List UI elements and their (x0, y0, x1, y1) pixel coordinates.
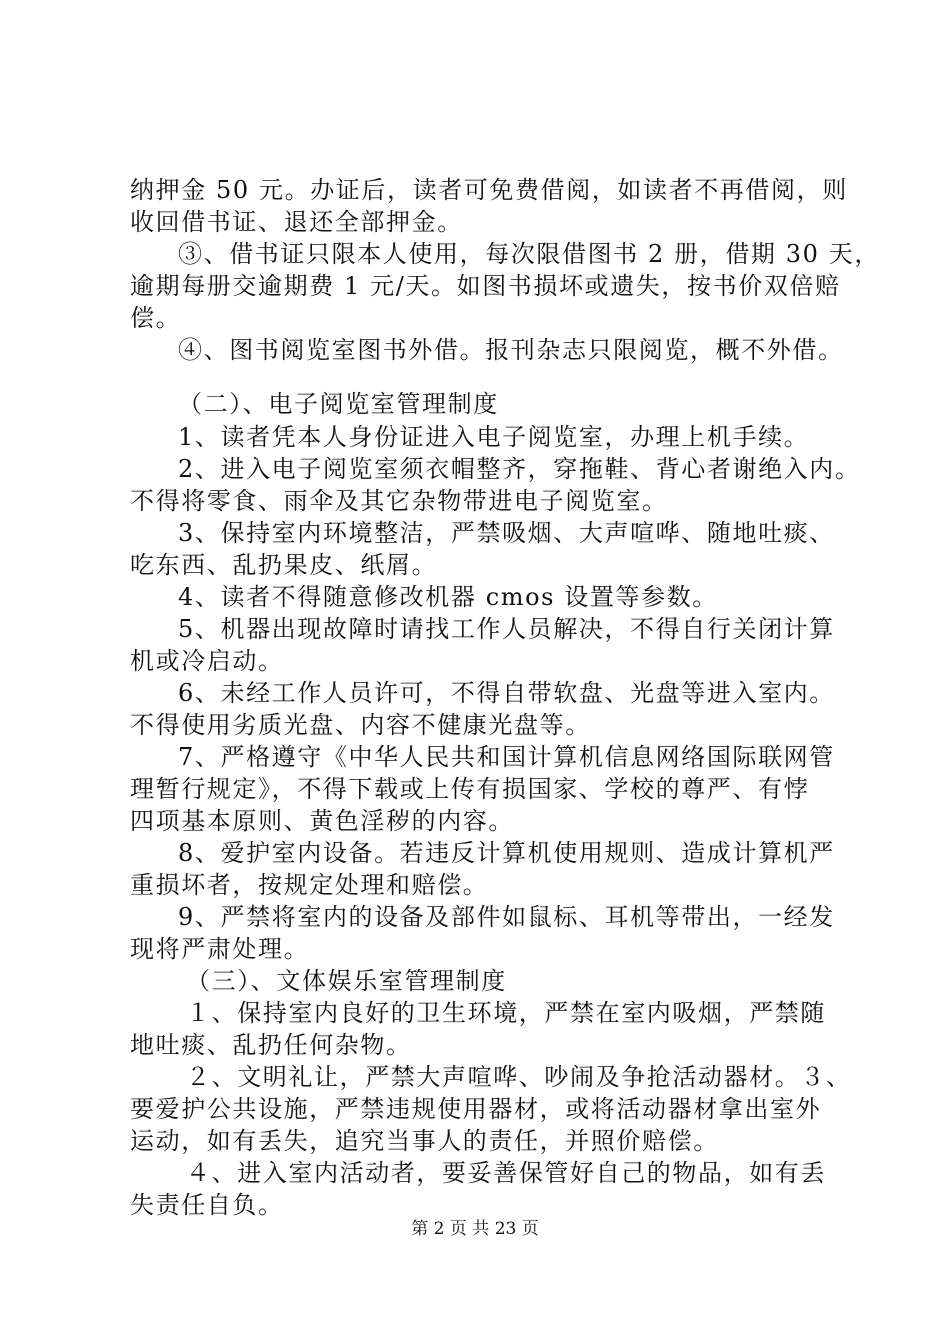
page-number-footer: 第 2 页 共 23 页 (411, 1219, 539, 1239)
body-line: 9、严禁将室内的设备及部件如鼠标、耳机等带出，一经发 (178, 903, 835, 931)
body-line: 6、未经工作人员许可，不得自带软盘、光盘等进入室内。 (178, 679, 835, 707)
body-line: 收回借书证、退还全部押金。 (130, 208, 463, 236)
body-line: 3、保持室内环境整洁，严禁吸烟、大声喧哗、随地吐痰、 (178, 519, 835, 547)
body-line: 不得使用劣质光盘、内容不健康光盘等。 (130, 711, 591, 739)
body-line: 失责任自负。 (130, 1191, 284, 1219)
body-line: 7、严格遵守《中华人民共和国计算机信息网络国际联网管 (178, 743, 835, 771)
body-line: 吃东西、乱扔果皮、纸屑。 (130, 551, 438, 579)
body-line: 不得将零食、雨伞及其它杂物带进电子阅览室。 (130, 487, 668, 515)
body-line: 2、进入电子阅览室须衣帽整齐，穿拖鞋、背心者谢绝入内。 (178, 455, 861, 483)
body-line: 要爱护公共设施，严禁违规使用器材，或将活动器材拿出室外 (130, 1095, 822, 1123)
section-heading: （三）、文体娱乐室管理制度 (186, 967, 507, 995)
body-line: ④、图书阅览室图书外借。报刊杂志只限阅览，概不外借。 (178, 336, 844, 364)
body-line: 现将严肃处理。 (130, 935, 310, 963)
body-line: 逾期每册交逾期费 1 元/天。如图书损坏或遗失，按书价双倍赔 (130, 272, 841, 300)
body-line: 5、机器出现故障时请找工作人员解决，不得自行关闭计算 (178, 615, 835, 643)
body-line: 偿。 (130, 304, 182, 332)
body-line: 1、读者凭本人身份证进入电子阅览室，办理上机手续。 (178, 423, 810, 451)
section-heading: （二）、电子阅览室管理制度 (178, 390, 499, 418)
body-line: ４、进入室内活动者，要妥善保管好自己的物品，如有丢 (186, 1159, 826, 1187)
body-line: 纳押金 50 元。办证后，读者可免费借阅，如读者不再借阅，则 (130, 176, 848, 204)
body-line: 理暂行规定》，不得下载或上传有损国家、学校的尊严、有悖 (130, 775, 810, 803)
body-line: 地吐痰、乱扔任何杂物。 (130, 1031, 412, 1059)
body-line: 四项基本原则、黄色淫秽的内容。 (130, 807, 514, 835)
body-line: １、保持室内良好的卫生环境，严禁在室内吸烟，严禁随 (186, 999, 826, 1027)
body-line: 4、读者不得随意修改机器 cmos 设置等参数。 (178, 583, 718, 611)
body-line: 8、爱护室内设备。若违反计算机使用规则、造成计算机严 (178, 839, 835, 867)
body-line: ③、借书证只限本人使用，每次限借图书 2 册，借期 30 天， (178, 240, 880, 268)
body-line: ２、文明礼让，严禁大声喧哗、吵闹及争抢活动器材。３、 (186, 1063, 852, 1091)
body-line: 机或冷启动。 (130, 647, 284, 675)
body-line: 重损坏者，按规定处理和赔偿。 (130, 871, 489, 899)
body-line: 运动，如有丢失，追究当事人的责任，并照价赔偿。 (130, 1127, 719, 1155)
